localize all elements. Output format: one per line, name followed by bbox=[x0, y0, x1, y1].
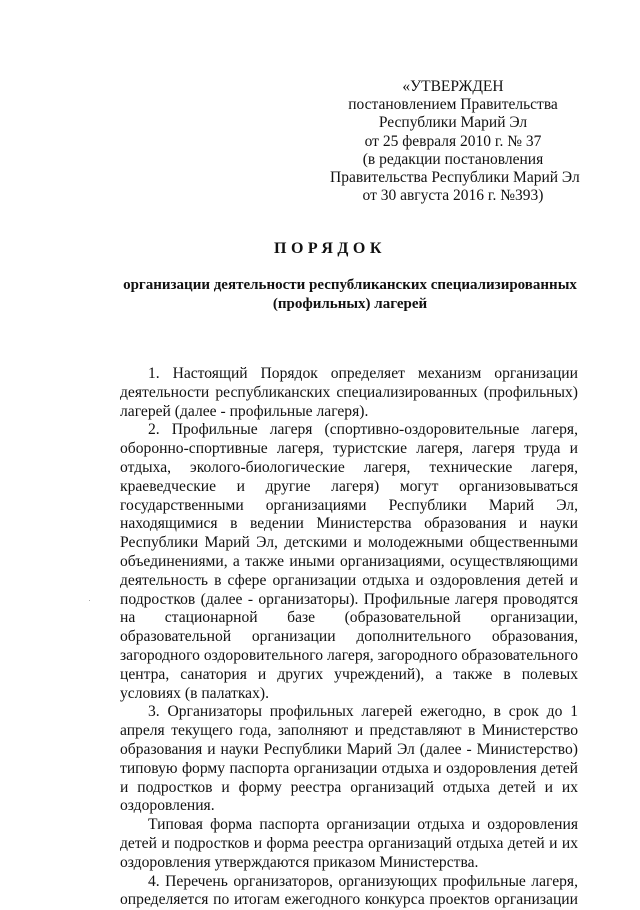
paragraph-1: 1. Настоящий Порядок определяет механизм организации деятельности республиканских специализированных (профильных) лагерей (далее - профильные лагеря). bbox=[120, 365, 578, 420]
scan-speck bbox=[89, 600, 90, 601]
paragraph-4: 4. Перечень организаторов, организующих профильные лагеря, определяется по итогам ежегодного конкурса проектов организации bbox=[120, 872, 578, 909]
paragraph-2: 2. Профильные лагеря (спортивно-оздоровительные лагеря, оборонно-спортивные лагеря, туристские лагеря, лагеря труда и отдыха, эколого-биологические лагеря, технические лагеря, краеведческие и другие лагеря) могут организовываться государственными организациями Республики Марий Эл, находящимися в ведении Министерства образования и науки Республики Марий Эл, детскими и молодежными общественными объединениями, а также иными организациями, осуществляющими деятельность в сфере организации отдыха и оздоровления детей и подростков (далее - организаторы). Профильные лагеря проводятся на стационарной базе (образовательной организации, образовательной организации дополнительного образования, загородного оздоровительного лагеря, загородного образовательного центра, санатория и других учреждений), а также в полевых условиях (в палатках). bbox=[120, 421, 578, 702]
approval-line: от 25 февраля 2010 г. № 37 bbox=[364, 132, 542, 150]
approval-line: «УТВЕРЖДЕН bbox=[402, 78, 504, 95]
paragraph-3: 3. Организаторы профильных лагерей ежегодно, в срок до 1 апреля текущего года, заполняют и представляют в Министерство образования и науки Республики Марий Эл (далее - Министерство) типовую форму паспорта организации отдыха и оздоровления детей и подростков и форму реестра организаций отдыха детей и их оздоровления. bbox=[120, 703, 578, 815]
paragraph-3-continued: Типовая форма паспорта организации отдыха и оздоровления детей и подростков и форма реестра организаций отдыха детей и их оздоровления утверждаются приказом Министерства. bbox=[120, 816, 578, 871]
approval-line: Правительства Республики Марий Эл bbox=[330, 169, 580, 187]
document-body bbox=[120, 365, 578, 910]
approval-block bbox=[330, 78, 580, 205]
approval-line: постановлением Правительства bbox=[348, 96, 558, 114]
approval-line: от 30 августа 2016 г. №393) bbox=[362, 187, 544, 205]
document-subtitle: организации деятельности республиканских специализированных (профильных) лагерей bbox=[123, 277, 577, 312]
document-title: ПОРЯДОК bbox=[274, 240, 386, 257]
approval-line: Республики Марий Эл bbox=[378, 114, 528, 132]
approval-line: (в редакции постановления bbox=[362, 150, 544, 168]
